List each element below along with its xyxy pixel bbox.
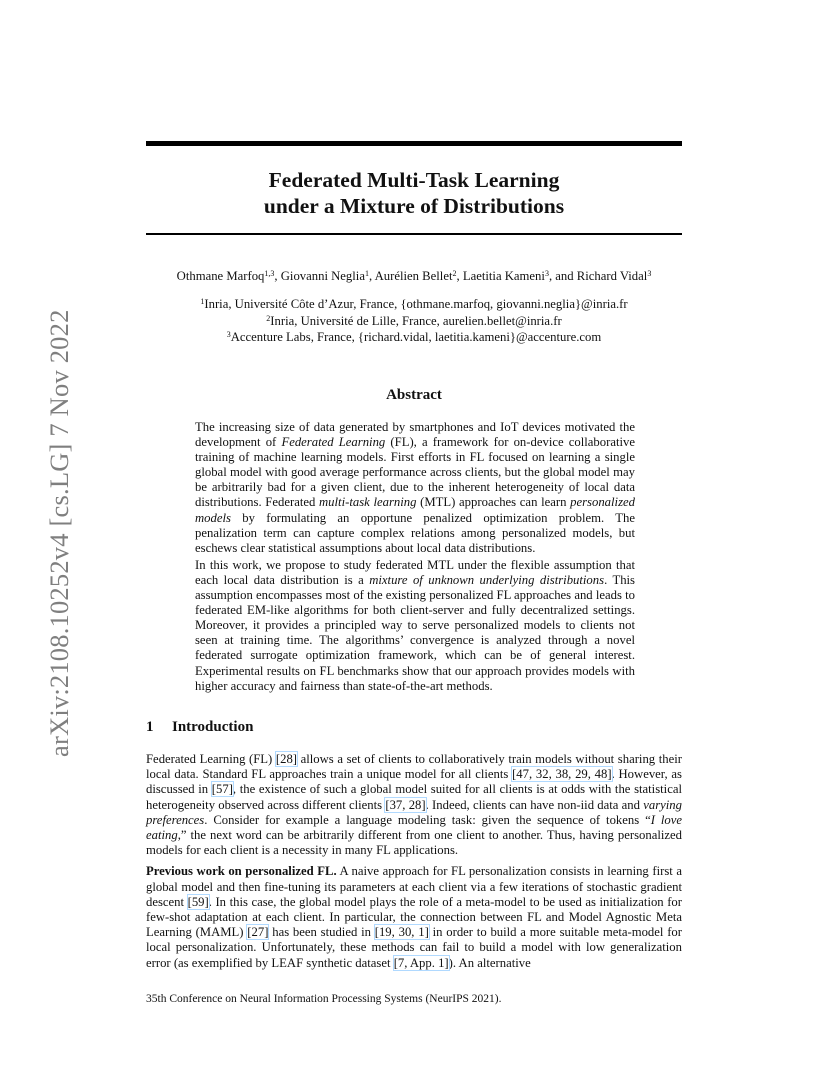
section-number: 1	[146, 719, 154, 735]
citation-link[interactable]: [37, 28]	[385, 797, 426, 812]
author-separator: ,	[274, 269, 281, 283]
section-title: Introduction	[172, 719, 254, 735]
emphasis-text: varying preferences	[146, 797, 682, 827]
author-separator: ,	[368, 269, 375, 283]
text-run: Federated Learning (FL)	[146, 752, 276, 766]
intro-paragraph-2	[146, 864, 682, 970]
author-affiliation-mark: 3	[544, 269, 549, 278]
intro-paragraph-1	[146, 752, 682, 858]
text-run: A naive approach for FL personalization consists in learning first a global model and then fine-tuning its parameters at each client via a few iterations of stochastic gradient descent	[146, 864, 682, 909]
text-run: in order to build a more suitable meta-model for local personalization. Unfortunately, these methods can fail to build a model with low generalization error (as exemplified by LEAF synthetic dataset	[146, 925, 682, 970]
paper-title	[146, 167, 682, 219]
affiliation-mark: 2	[266, 313, 271, 323]
text-run: (MTL) approaches can learn	[416, 495, 571, 510]
affiliation-line	[146, 313, 682, 330]
citation-link[interactable]: [59]	[187, 894, 209, 909]
affiliation-text: Accenture Labs, France, {richard.vidal, laetitia.kameni}@accenture.com	[230, 330, 602, 344]
text-run: . However, as discussed in	[146, 767, 682, 797]
author-separator: , and	[548, 269, 577, 283]
citation-link[interactable]: [57]	[211, 782, 233, 797]
text-run: , the existence of such a global model suited for all clients is at odds with the statistical heterogeneity observed across different clients	[146, 782, 682, 812]
affiliation-mark: 3	[226, 330, 231, 339]
text-run: The increasing size of data generated by smartphones and IoT devices motivated the development of	[195, 420, 635, 450]
emphasis-text: multi-task learning	[319, 495, 417, 510]
title-line-2: under a Mixture of Distributions	[263, 194, 565, 218]
emphasis-text: Federated Learning	[281, 435, 386, 450]
affiliation-line	[146, 296, 682, 313]
emphasis-text: mixture of unknown underlying distributions	[369, 572, 605, 587]
affiliation-text: Inria, Université de Lille, France, aurelien.bellet@inria.fr	[270, 313, 562, 328]
author-separator: ,	[456, 269, 463, 283]
affiliation-text: Inria, Université Côte d’Azur, France, {othmane.marfoq, giovanni.neglia}@inria.fr	[204, 297, 628, 311]
title-rule-top	[146, 141, 682, 146]
arxiv-stamp-text: arXiv:2108.10252v4 [cs.LG] 7 Nov 2022	[44, 309, 74, 757]
author-list	[146, 268, 682, 284]
author-name: Giovanni Neglia	[280, 269, 365, 283]
introduction-body	[146, 752, 682, 977]
paragraph-lead: Previous work on personalized FL.	[146, 864, 337, 879]
text-run: ). An alternative	[448, 955, 531, 970]
text-run: has been studied in	[268, 925, 375, 940]
citation-link[interactable]: [19, 30, 1]	[374, 925, 429, 940]
abstract-heading: Abstract	[386, 387, 442, 403]
author-name: Richard Vidal	[576, 269, 648, 283]
citation-link[interactable]: [7, App. 1]	[393, 955, 449, 970]
author-name: Othmane Marfoq	[176, 269, 265, 283]
citation-link[interactable]: [47, 32, 38, 29, 48]	[512, 767, 612, 782]
author-affiliation-mark: 1	[364, 269, 369, 278]
affiliation-mark: 1	[200, 297, 205, 306]
abstract-body	[195, 420, 635, 696]
author-affiliation-mark: 2	[452, 269, 457, 278]
affiliation-list	[146, 296, 682, 346]
citation-link[interactable]: [27]	[247, 925, 269, 940]
conference-footer: 35th Conference on Neural Information Processing Systems (NeurIPS 2021).	[146, 993, 502, 1005]
text-run: In this work, we propose to study federated MTL under the flexible assumption that each local data distribution is a	[195, 557, 635, 587]
text-run: . This assumption encompasses most of the existing personalized FL approaches and leads to federated EM-like algorithms for both client-server and fully decentralized settings. Moreover, it provides a principled way to serve personalized models to clients not seen at training time. The algorithms’ convergence is analyzed through a novel federated surrogate optimization framework, which can be of general interest. Experimental results on FL benchmarks show that our approach provides models with higher accuracy and fairness than state-of-the-art methods.	[195, 572, 635, 693]
author-affiliation-mark: 1,3	[264, 269, 275, 278]
text-run: by formulating an opportune penalized optimization problem. The penalization term can capture complex relations among personalized models, but eschews clear statistical assumptions about local data distributions.	[195, 510, 635, 555]
emphasis-text: I love eating	[146, 812, 683, 843]
text-run: . Indeed, clients can have non-iid data and	[425, 797, 644, 812]
text-run: (FL), a framework for on-device collaborative training of machine learning models. First efforts in FL focused on learning a single global model with good average performance across clients, but the global model may be arbitrarily bad for a given client, due to the inherent heterogeneity of local data distributions. Federated	[195, 435, 635, 510]
citation-link[interactable]: [28]	[275, 752, 298, 766]
text-run: . In this case, the global model plays the role of a meta-model to be used as initialization for few-shot adaptation at each client. In particular, the connection between FL and Model Agnostic Meta Learning (MAML)	[146, 894, 682, 940]
title-line-1: Federated Multi-Task Learning	[268, 168, 560, 192]
affiliation-line	[146, 329, 682, 346]
text-run: ,” the next word can be arbitrarily different from one client to another. Thus, having personalized models for each client is a necessity in many FL applications.	[146, 828, 682, 858]
title-rule-bottom	[146, 233, 682, 235]
abstract-paragraph-2	[195, 558, 635, 694]
text-run: . Consider for example a language modeling task: given the sequence of tokens “	[204, 812, 651, 827]
author-name: Laetitia Kameni	[462, 269, 545, 283]
arxiv-identifier-stamp	[21, 287, 74, 757]
abstract-paragraph-1	[195, 420, 635, 556]
section-heading-introduction	[146, 718, 253, 736]
author-affiliation-mark: 3	[647, 269, 652, 278]
text-run: allows a set of clients to collaboratively train models without sharing their local data. Standard FL approaches train a unique model for all clients	[146, 752, 682, 782]
author-name: Aurélien Bellet	[374, 269, 453, 283]
emphasis-text: personalized models	[195, 495, 635, 525]
